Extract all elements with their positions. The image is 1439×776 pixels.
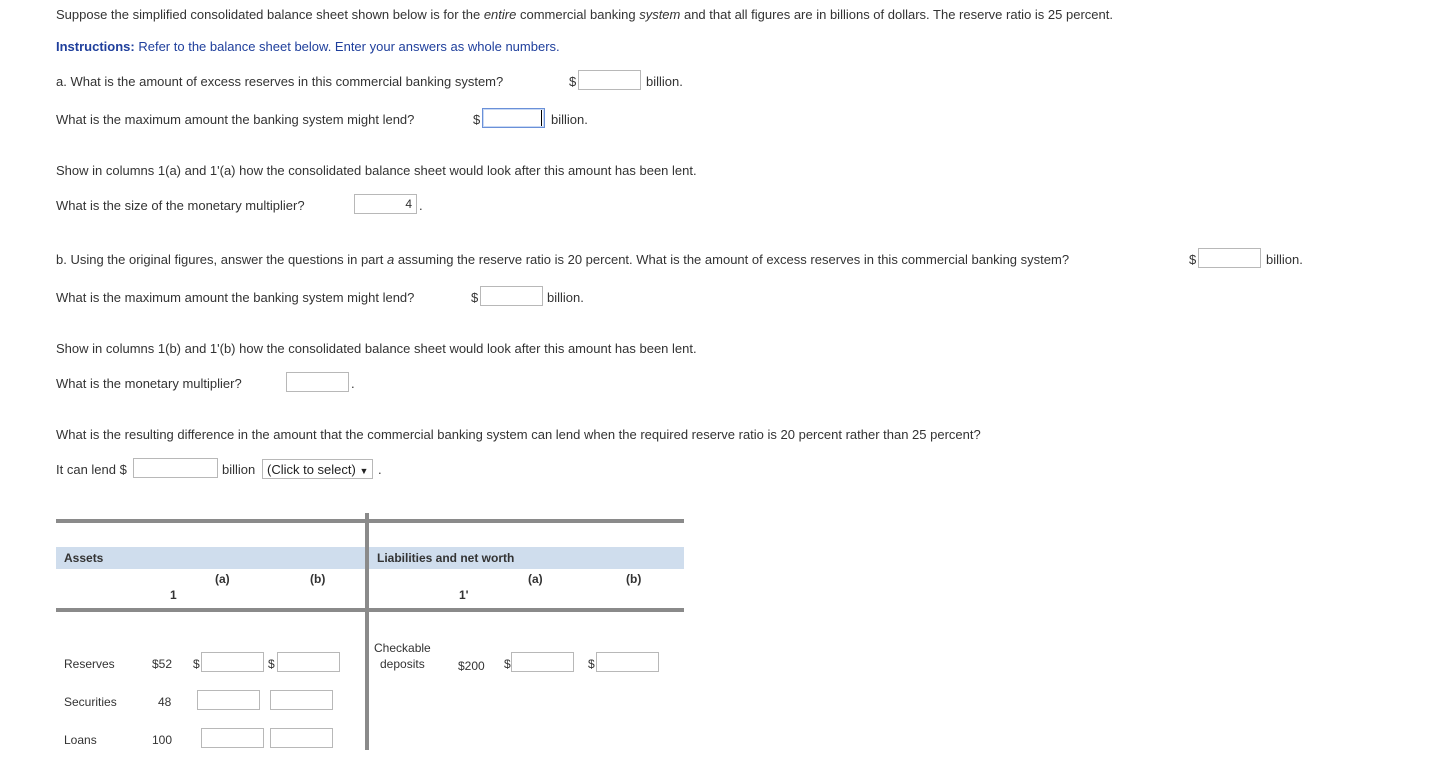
row-label-checkable: Checkable	[374, 641, 431, 655]
securities-b-input[interactable]	[270, 690, 333, 710]
difference-question: What is the resulting difference in the amount that the commercial banking system can lend when the required reserve ratio is 20 percent rather than 25 percent?	[56, 427, 981, 442]
intro-text: Suppose the simplified consolidated balance sheet shown below is for the entire commercial banking system and that all figures are in billions of dollars. The reserve ratio is 25 percent.	[56, 7, 1113, 22]
table-top-rule	[56, 519, 684, 523]
difference-amount-input[interactable]	[133, 458, 218, 478]
excess-reserves-a-input[interactable]	[578, 70, 641, 90]
deposits-b-input[interactable]	[596, 652, 659, 672]
show-columns-b: Show in columns 1(b) and 1'(b) how the consolidated balance sheet would look after this amount has been lent.	[56, 341, 697, 356]
instructions: Instructions: Refer to the balance sheet below. Enter your answers as whole numbers.	[56, 39, 560, 54]
row-label-securities: Securities	[64, 695, 117, 709]
liabilities-header: Liabilities and net worth	[377, 551, 515, 565]
excess-reserves-b-input[interactable]	[1198, 248, 1261, 268]
chevron-down-icon: ▼	[359, 466, 369, 476]
unit-label: billion.	[551, 112, 588, 127]
unit-label: billion.	[1266, 252, 1303, 267]
question-a-lend: What is the maximum amount the banking system might lend?	[56, 112, 415, 127]
currency-sign: $	[588, 657, 595, 671]
loans-b-input[interactable]	[270, 728, 333, 748]
table-header-band	[56, 547, 684, 569]
more-less-select[interactable]	[262, 459, 373, 479]
currency-sign: $	[473, 112, 481, 127]
loans-a-input[interactable]	[201, 728, 264, 748]
col-header-b-liab: (b)	[626, 572, 642, 586]
question-b-lend: What is the maximum amount the banking system might lend?	[56, 290, 415, 305]
question-a-excess: a. What is the amount of excess reserves in this commercial banking system?	[56, 74, 504, 89]
row-value-loans: 100	[152, 733, 173, 747]
currency-sign: $	[569, 74, 577, 89]
securities-a-input[interactable]	[197, 690, 260, 710]
max-lend-a-input[interactable]	[482, 108, 545, 128]
row-value-deposits: $200	[458, 659, 485, 673]
col-header-1-prime: 1'	[459, 588, 469, 602]
select-label: (Click to select)	[267, 462, 356, 477]
currency-sign: $	[1189, 252, 1197, 267]
col-header-1: 1	[170, 588, 177, 602]
reserves-b-input[interactable]	[277, 652, 340, 672]
table-header-rule	[56, 608, 684, 612]
row-label-loans: Loans	[64, 733, 97, 747]
unit-label: billion.	[547, 290, 584, 305]
show-columns-a: Show in columns 1(a) and 1'(a) how the consolidated balance sheet would look after this amount has been lent.	[56, 163, 697, 178]
col-header-a-liab: (a)	[528, 572, 543, 586]
col-header-a: (a)	[215, 572, 230, 586]
period: .	[378, 462, 382, 477]
currency-sign: $	[504, 657, 511, 671]
deposits-a-input[interactable]	[511, 652, 574, 672]
multiplier-b-input[interactable]	[286, 372, 349, 392]
question-b-excess: b. Using the original figures, answer the questions in part a assuming the reserve ratio is 20 percent. What is the amount of excess reserves in this commercial banking system?	[56, 252, 1070, 267]
can-lend-prefix: It can lend $	[56, 462, 127, 477]
question-b-multiplier: What is the monetary multiplier?	[56, 376, 242, 391]
period: .	[351, 376, 355, 391]
currency-sign: $	[193, 657, 200, 671]
unit-label: billion.	[646, 74, 683, 89]
max-lend-b-input[interactable]	[480, 286, 543, 306]
currency-sign: $	[268, 657, 275, 671]
period: .	[419, 198, 423, 213]
row-value-reserves: $52	[152, 657, 173, 671]
assets-header: Assets	[64, 551, 104, 565]
row-value-securities: 48	[158, 695, 172, 709]
multiplier-a-input[interactable]	[354, 194, 417, 214]
table-center-divider	[365, 513, 369, 750]
reserves-a-input[interactable]	[201, 652, 264, 672]
col-header-b: (b)	[310, 572, 326, 586]
row-label-reserves: Reserves	[64, 657, 115, 671]
currency-sign: $	[471, 290, 479, 305]
text-cursor	[541, 110, 542, 126]
row-label-deposits: deposits	[380, 657, 425, 671]
unit-label: billion	[222, 462, 256, 477]
question-a-multiplier: What is the size of the monetary multiplier?	[56, 198, 305, 213]
